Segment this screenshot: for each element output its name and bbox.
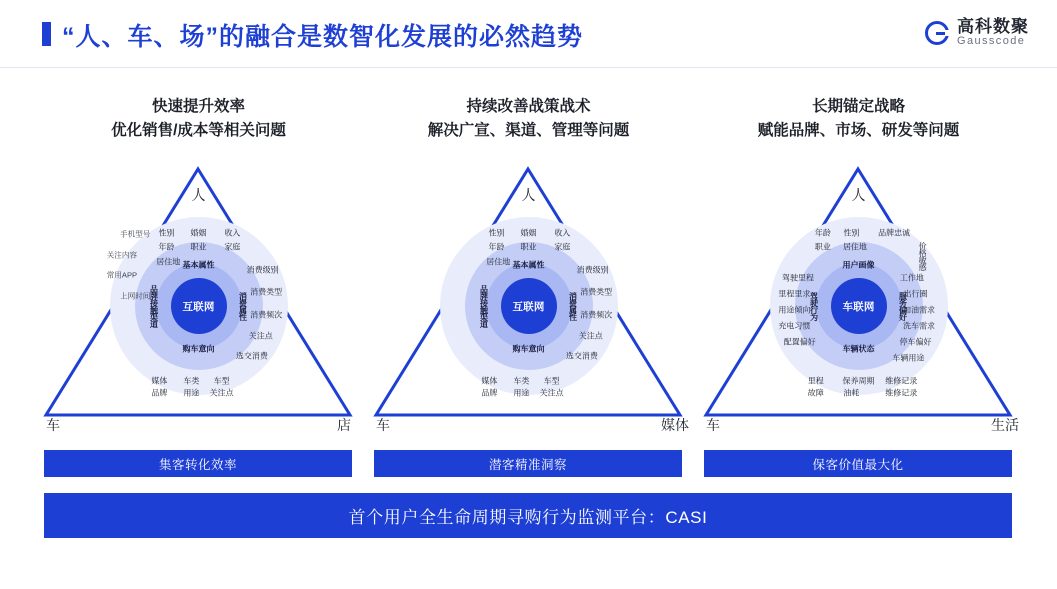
ring-outer-label-6: 家庭 xyxy=(224,242,241,252)
ring-outer-label-5: 职业 xyxy=(190,242,207,252)
sub-bar-insight: 潜客精准洞察 xyxy=(374,450,682,477)
ring-outer-label-19: 保养周期 xyxy=(842,376,875,386)
ring-outer-label-2: 性别 xyxy=(843,228,860,238)
ring-inner-label-4: 驾驶行为 xyxy=(809,292,819,320)
brand-name-en: Gausscode xyxy=(957,34,1026,47)
platform-banner: 首个用户全生命周期寻购行为监测平台：CASI xyxy=(44,493,1012,538)
column-heading xyxy=(32,95,365,143)
ring-outer-label-7: 居住地 xyxy=(486,257,511,266)
triangle-diagram xyxy=(692,147,1025,437)
ring-inner-label-2: 服务偏好 xyxy=(898,292,908,320)
ring-inner-label-1: 用户画像 xyxy=(842,260,875,270)
ring-outer-label-11: 加油需求 xyxy=(903,305,936,315)
ring-outer-label-18: 关注点 xyxy=(209,388,234,398)
ring-outer-label-2: 婚姻 xyxy=(520,228,537,238)
ring-outer-label-2: 婚姻 xyxy=(190,228,207,238)
column-heading-line2: 赋能品牌、市场、研发等问题 xyxy=(757,122,960,140)
brand-names xyxy=(957,18,1029,47)
ring-inner-label-4: 品牌接触渠道 xyxy=(149,285,159,327)
ring-inner-label-4: 品牌接触渠道 xyxy=(479,285,489,327)
concentric-rings xyxy=(110,217,288,398)
page-title: “人、车、场”的融合是数智化发展的必然趋势 xyxy=(62,23,584,51)
ring-outer-label-16: 品牌 xyxy=(151,388,168,398)
ring-outer-label-1: 年龄 xyxy=(814,228,831,238)
ring-outer-label-5: 职业 xyxy=(520,242,537,252)
ring-outer-label-6: 家庭 xyxy=(554,242,571,252)
ring-outer-label-9: 消费类型 xyxy=(580,287,613,297)
ring-outer-label-1: 性别 xyxy=(488,228,505,238)
ring-outer-label-10: 消费频次 xyxy=(580,310,613,320)
ring-outer-label-16: 品牌 xyxy=(481,388,498,398)
ring-outer-label-11: 关注点 xyxy=(248,331,273,341)
satellite-label-2: 关注内容 xyxy=(106,250,138,260)
ring-inner-label-3: 购车意向 xyxy=(512,344,545,354)
ring-inner-label-2: 消费属性 xyxy=(238,292,248,320)
ring-outer-label-4: 年龄 xyxy=(158,242,175,252)
ring-outer-label-17: 用途 xyxy=(183,388,200,398)
ring-core-label: 车联网 xyxy=(831,278,887,334)
ring-outer-label-16: 配置偏好 xyxy=(783,337,816,347)
ring-outer-label-13: 媒体 xyxy=(151,376,168,386)
ring-core-label: 互联网 xyxy=(171,278,227,334)
ring-inner-label-1: 基本属性 xyxy=(512,260,545,270)
triangle-vertex-top: 人 xyxy=(191,187,206,203)
triangle-vertex-left: 车 xyxy=(46,417,60,433)
header-divider xyxy=(0,67,1057,68)
gausscode-logo-icon xyxy=(925,21,949,45)
triangle-vertex-left: 车 xyxy=(706,417,720,433)
ring-outer-label-17: 车辆用途 xyxy=(892,353,925,363)
ring-outer-label-12: 用途倾向 xyxy=(778,305,811,315)
satellite-label-4: 上网时间 xyxy=(120,291,151,301)
brand-name-cn: 高科数聚 xyxy=(957,17,1029,36)
ring-outer-label-14: 车类 xyxy=(183,376,200,386)
brand-logo xyxy=(925,18,1029,47)
ring-outer-label-8: 消费级别 xyxy=(576,265,609,275)
ring-outer-label-1: 性别 xyxy=(158,228,175,238)
column-heading-line1: 持续改善战策战术 xyxy=(466,98,591,115)
ring-outer-label-18: 里程 xyxy=(807,376,824,386)
title-accent-bar xyxy=(42,22,51,46)
ring-outer-label-12: 选交消费 xyxy=(235,351,268,361)
sub-bar-efficiency: 集客转化效率 xyxy=(44,450,352,477)
column-heading-line2: 解决广宣、渠道、管理等问题 xyxy=(427,122,630,140)
triangle-vertex-right: 店 xyxy=(337,417,351,433)
ring-outer-label-6: 价格敏感 xyxy=(918,242,928,271)
ring-outer-label-3: 品牌忠诚 xyxy=(878,228,911,238)
column-heading xyxy=(692,95,1025,143)
ring-outer-label-13: 媒体 xyxy=(481,376,498,386)
ring-outer-label-3: 收入 xyxy=(224,228,241,238)
triangle-diagram xyxy=(32,147,365,437)
column-tactics xyxy=(362,95,695,455)
ring-outer-label-10: 消费频次 xyxy=(250,310,283,320)
concentric-rings xyxy=(770,217,948,398)
sub-bar-value: 保客价值最大化 xyxy=(704,450,1012,477)
ring-outer-label-4: 职业 xyxy=(814,242,831,252)
ring-outer-label-10: 里程里求 xyxy=(778,289,811,299)
ring-outer-label-23: 维修记录 xyxy=(885,388,918,398)
ring-outer-label-11: 关注点 xyxy=(578,331,603,341)
column-heading-line1: 长期锚定战略 xyxy=(811,98,905,115)
concentric-rings xyxy=(440,217,618,398)
ring-inner-label-2: 消费属性 xyxy=(568,292,578,320)
ring-outer-label-12: 选交消费 xyxy=(565,351,598,361)
ring-inner-label-3: 购车意向 xyxy=(182,344,215,354)
ring-inner-label-3: 车辆状态 xyxy=(842,344,875,354)
column-efficiency xyxy=(32,95,365,455)
page-header xyxy=(0,0,1057,68)
ring-inner-label-1: 基本属性 xyxy=(182,260,215,270)
ring-outer-label-7: 工作地 xyxy=(899,273,924,283)
ring-outer-label-13: 洗车需求 xyxy=(903,321,936,331)
column-heading-line1: 快速提升效率 xyxy=(151,98,245,115)
ring-outer-label-7: 居住地 xyxy=(156,257,181,266)
triangle-vertex-top: 人 xyxy=(521,187,536,203)
ring-outer-label-4: 年龄 xyxy=(488,242,505,252)
satellite-label-3: 常用APP xyxy=(106,270,138,280)
triangle-vertex-left: 车 xyxy=(376,417,390,433)
column-strategy xyxy=(692,95,1025,455)
ring-outer-label-14: 充电习惯 xyxy=(778,321,811,331)
ring-outer-label-15: 车型 xyxy=(213,376,230,386)
ring-outer-label-18: 关注点 xyxy=(539,388,564,398)
triangle-vertex-top: 人 xyxy=(851,187,866,203)
ring-outer-label-17: 用途 xyxy=(513,388,530,398)
ring-outer-label-5: 居住地 xyxy=(842,242,867,252)
triangle-diagram xyxy=(362,147,695,437)
ring-outer-label-8: 消费级别 xyxy=(246,265,279,275)
ring-outer-label-9: 消费类型 xyxy=(250,287,283,297)
satellite-label-1: 手机型号 xyxy=(120,229,151,239)
ring-outer-label-21: 故障 xyxy=(807,388,824,398)
ring-outer-label-15: 停车偏好 xyxy=(899,337,932,347)
ring-outer-label-20: 维修记录 xyxy=(885,376,918,386)
ring-outer-label-14: 车类 xyxy=(513,376,530,386)
column-heading xyxy=(362,95,695,143)
triangle-vertex-right: 媒体 xyxy=(661,417,689,433)
ring-outer-label-9: 出行圈 xyxy=(903,289,928,299)
ring-core-label: 互联网 xyxy=(501,278,557,334)
ring-outer-label-8: 驾驶里程 xyxy=(781,273,814,283)
ring-outer-label-15: 车型 xyxy=(543,376,560,386)
triangle-vertex-right: 生活 xyxy=(991,417,1019,433)
ring-outer-label-3: 收入 xyxy=(554,228,571,238)
column-heading-line2: 优化销售/成本等相关问题 xyxy=(111,122,286,140)
ring-outer-label-22: 油耗 xyxy=(843,388,860,398)
